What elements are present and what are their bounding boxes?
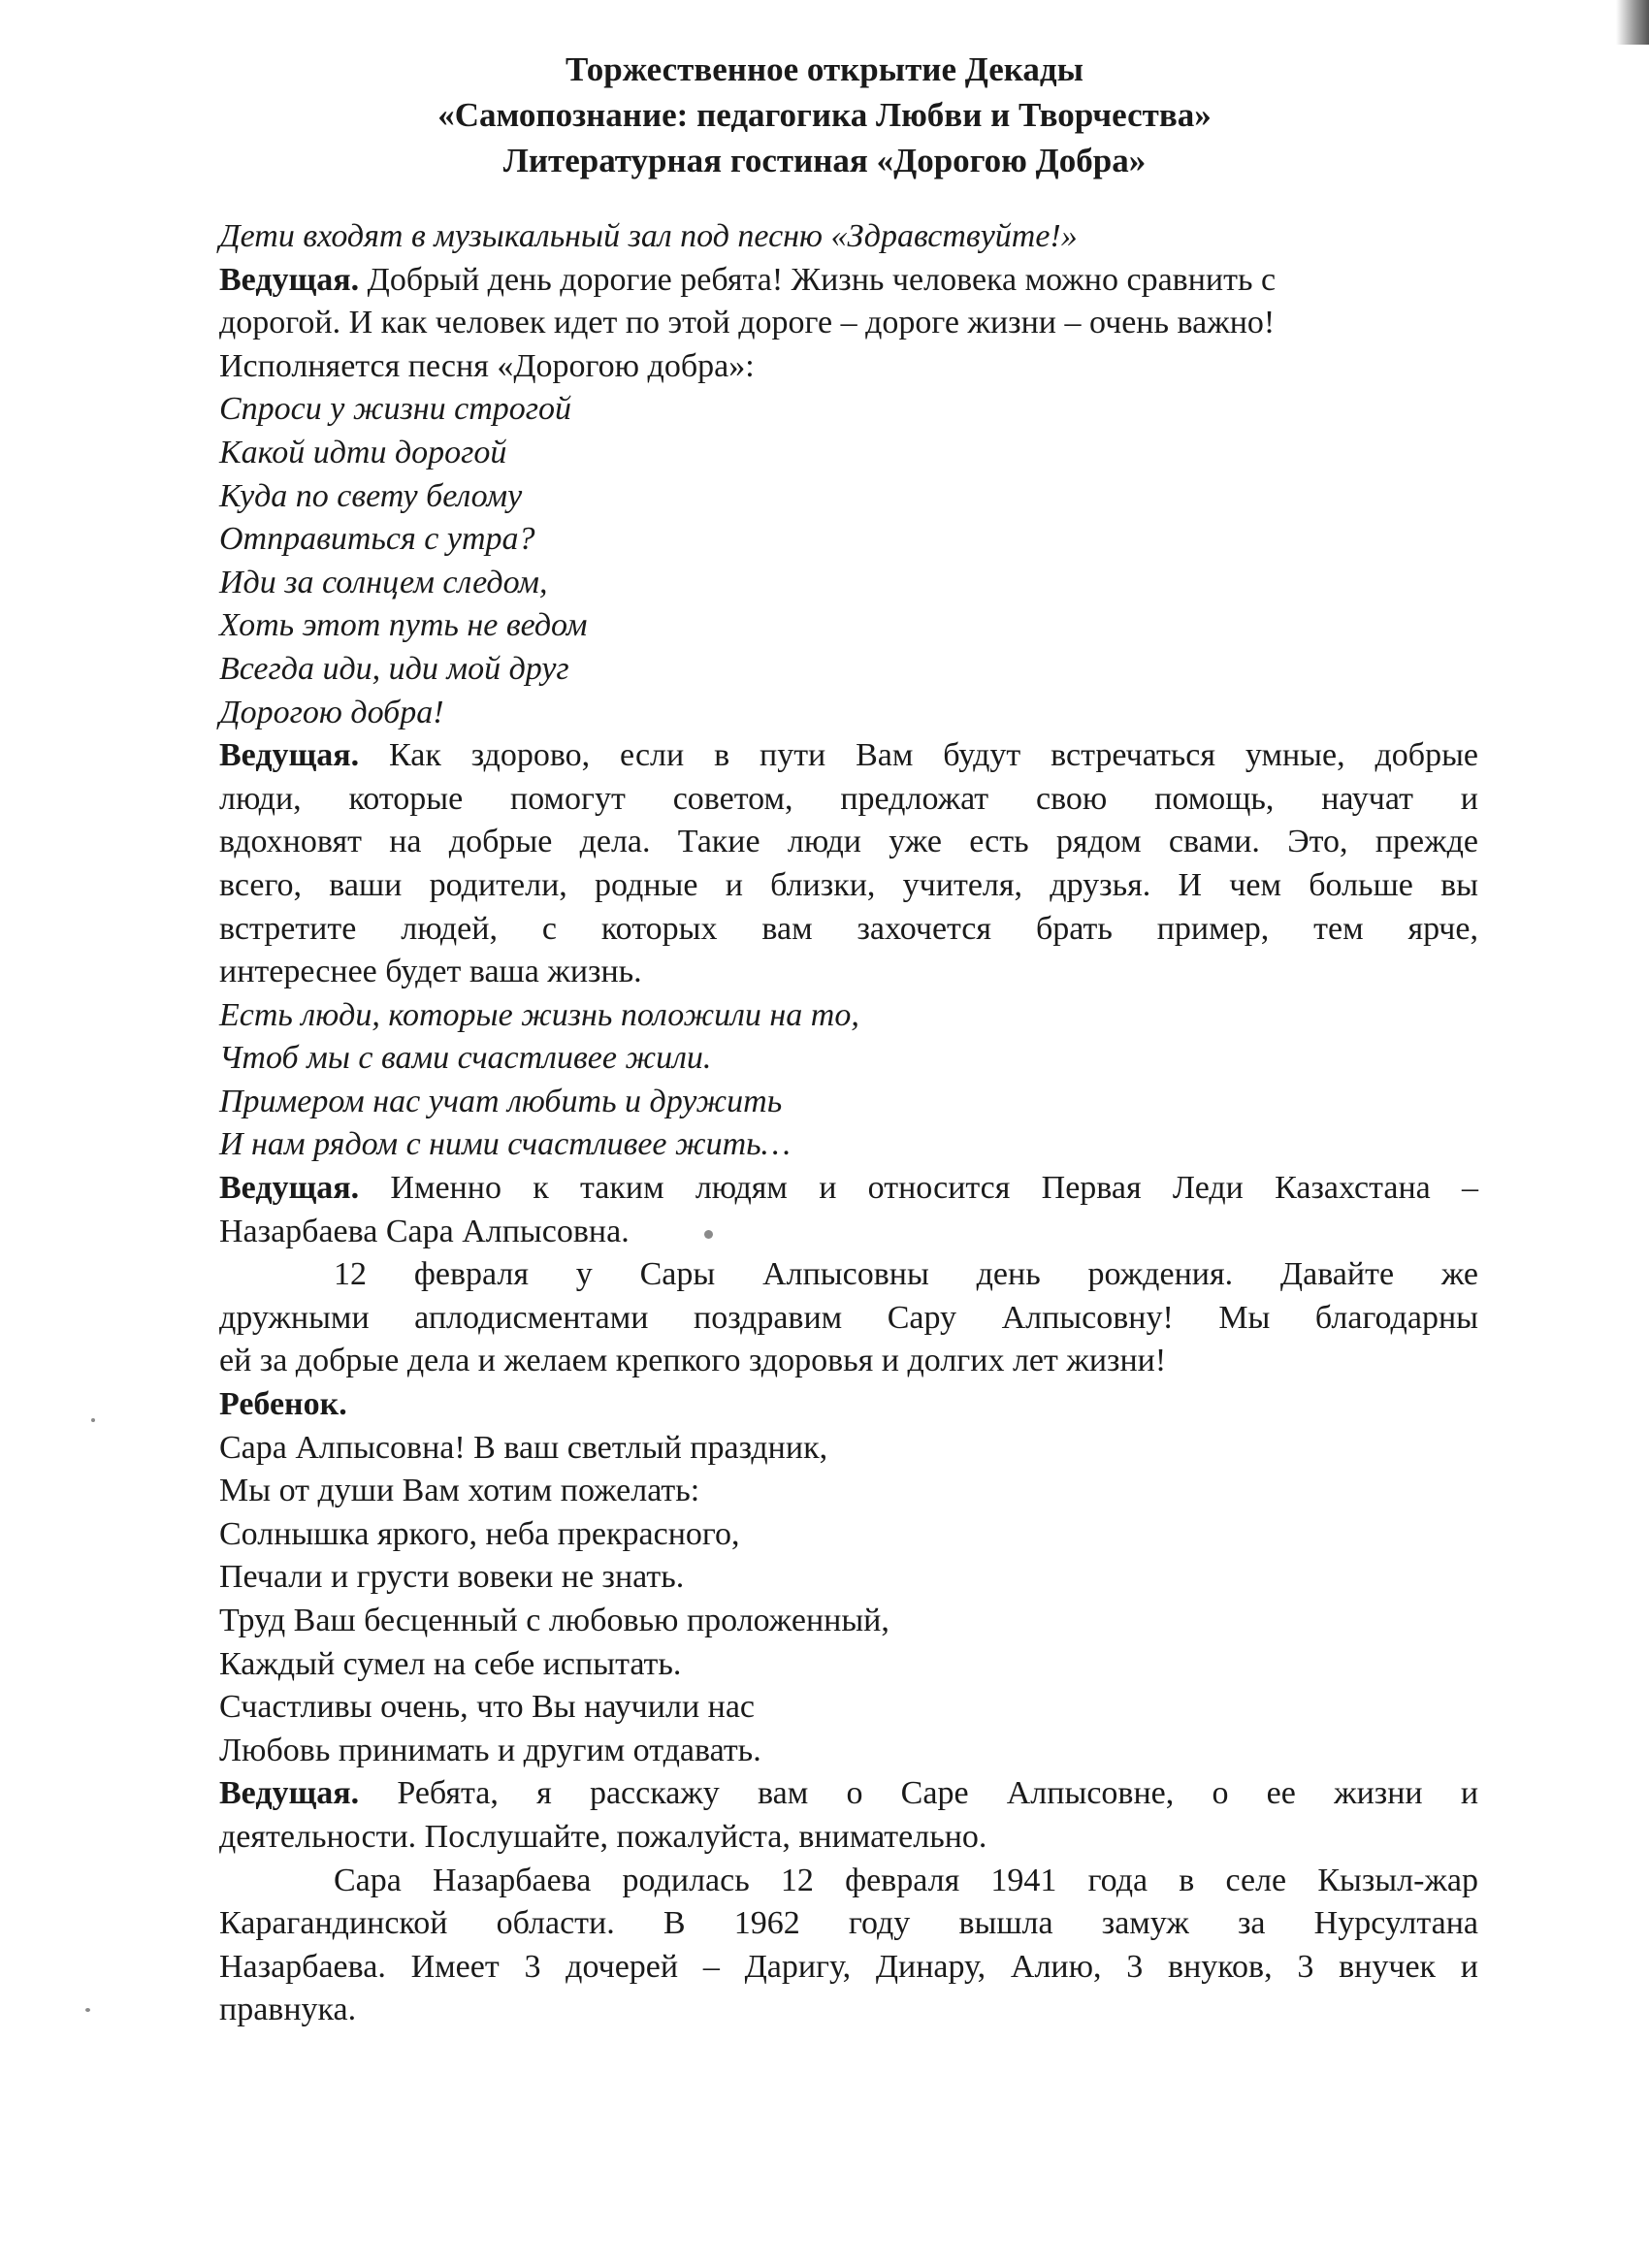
speaker-label: Ведущая. — [219, 261, 360, 298]
verse-line: Печали и грусти вовеки не знать. — [219, 1559, 685, 1596]
paragraph-line: Назарбаева. Имеет 3 дочерей – Даригу, Динару, Алию, 3 внуков, 3 внучек и — [219, 1948, 1478, 1985]
verse-line: Солнышка яркого, неба прекрасного, — [219, 1515, 740, 1552]
paragraph-line: дорогой. И как человек идет по этой дороге – дороге жизни – очень важно! — [219, 305, 1276, 341]
verse-line: Счастливы очень, что Вы научили нас — [219, 1689, 756, 1726]
song-line: Иди за солнцем следом, — [219, 564, 548, 600]
speaker-label: Ведущая. — [219, 737, 360, 774]
paragraph-line: дружными аплодисментами поздравим Сару Алпысовну! Мы благодарны — [219, 1299, 1478, 1336]
paragraph-line: Карагандинской области. В 1962 году вышла замуж за Нурсултана — [219, 1905, 1478, 1942]
song-line: Какой идти дорогой — [219, 434, 507, 470]
song-line: Куда по свету белому — [219, 477, 523, 514]
paragraph-line — [219, 259, 1478, 303]
document-body — [219, 215, 1478, 2032]
song-line: Дорогою добра! — [219, 694, 444, 730]
poem-line: Есть люди, которые жизнь положили на то, — [219, 996, 859, 1033]
paragraph-line: интереснее будет ваша жизнь. — [219, 954, 642, 990]
verse-line: Сара Алпысовна! В ваш светлый праздник, — [219, 1429, 828, 1466]
speaker-label: Ведущая. — [219, 1170, 360, 1207]
verse-line: Труд Ваш бесценный с любовью проложенный, — [219, 1603, 889, 1638]
stage-direction: Дети входят в музыкальный зал под песню «Здравствуйте!» — [219, 218, 1078, 254]
paragraph-line — [219, 1772, 1478, 1816]
poem-line: Примером нас учат любить и дружить — [219, 1083, 783, 1119]
paragraph-text: Как здорово, если в пути Вам будут встречаться умные, добрые — [389, 737, 1479, 774]
song-line: Хоть этот путь не ведом — [219, 607, 588, 644]
paragraph-line: встретите людей, с которых вам захочется брать пример, тем ярче, — [219, 910, 1478, 947]
song-line: Спроси у жизни строгой — [219, 391, 572, 428]
document-title — [0, 47, 1649, 183]
verse-line: Каждый сумел на себе испытать. — [219, 1645, 682, 1682]
scan-speck — [91, 1418, 95, 1422]
paragraph-line: 12 февраля у Сары Алпысовны день рождения. Давайте же — [334, 1256, 1478, 1293]
paragraph-line: ей за добрые дела и желаем крепкого здоровья и долгих лет жизни! — [219, 1343, 1167, 1379]
title-line-2: «Самопознание: педагогика Любви и Творчества» — [437, 96, 1212, 134]
scan-speck — [85, 2008, 90, 2012]
paragraph-line: вдохновят на добрые дела. Такие люди уже есть рядом свами. Это, прежде — [219, 824, 1478, 860]
poem-line: Чтоб мы с вами счастливее жили. — [219, 1040, 712, 1077]
verse-line: Мы от души Вам хотим пожелать: — [219, 1473, 700, 1509]
paragraph-line — [219, 734, 1478, 778]
paragraph-text: Ребята, я расскажу вам о Саре Алпысовне, о ее жизни и — [397, 1775, 1479, 1812]
speaker-label: Ребенок. — [219, 1386, 347, 1423]
title-line-1: Торжественное открытие Декады — [566, 50, 1083, 88]
song-line: Отправиться с утра? — [219, 521, 535, 558]
speaker-label: Ведущая. — [219, 1775, 360, 1812]
scan-shadow — [1616, 0, 1649, 45]
paragraph-line: правнука. — [219, 1992, 357, 2028]
paragraph-line: всего, ваши родители, родные и близки, учителя, друзья. И чем больше вы — [219, 866, 1478, 903]
poem-line: И нам рядом с ними счастливее жить… — [219, 1126, 791, 1163]
song-line: Всегда иди, иди мой друг — [219, 650, 569, 687]
paragraph-line — [219, 1167, 1478, 1211]
paragraph-line: деятельности. Послушайте, пожалуйста, внимательно. — [219, 1818, 987, 1855]
paragraph-text: Добрый день дорогие ребята! Жизнь человека можно сравнить с — [367, 261, 1277, 298]
paragraph-line: Назарбаева Сара Алпысовна. — [219, 1213, 630, 1249]
paragraph-line: Сара Назарбаева родилась 12 февраля 1941 года в селе Кызыл-жар — [334, 1862, 1478, 1898]
verse-line: Любовь принимать и другим отдавать. — [219, 1732, 761, 1768]
paragraph-line: люди, которые помогут советом, предложат свою помощь, научат и — [219, 780, 1478, 817]
title-line-3: Литературная гостиная «Дорогою Добра» — [502, 142, 1147, 179]
paragraph-line: Исполняется песня «Дорогою добра»: — [219, 347, 755, 384]
paragraph-text: Именно к таким людям и относится Первая Леди Казахстана – — [390, 1170, 1478, 1207]
